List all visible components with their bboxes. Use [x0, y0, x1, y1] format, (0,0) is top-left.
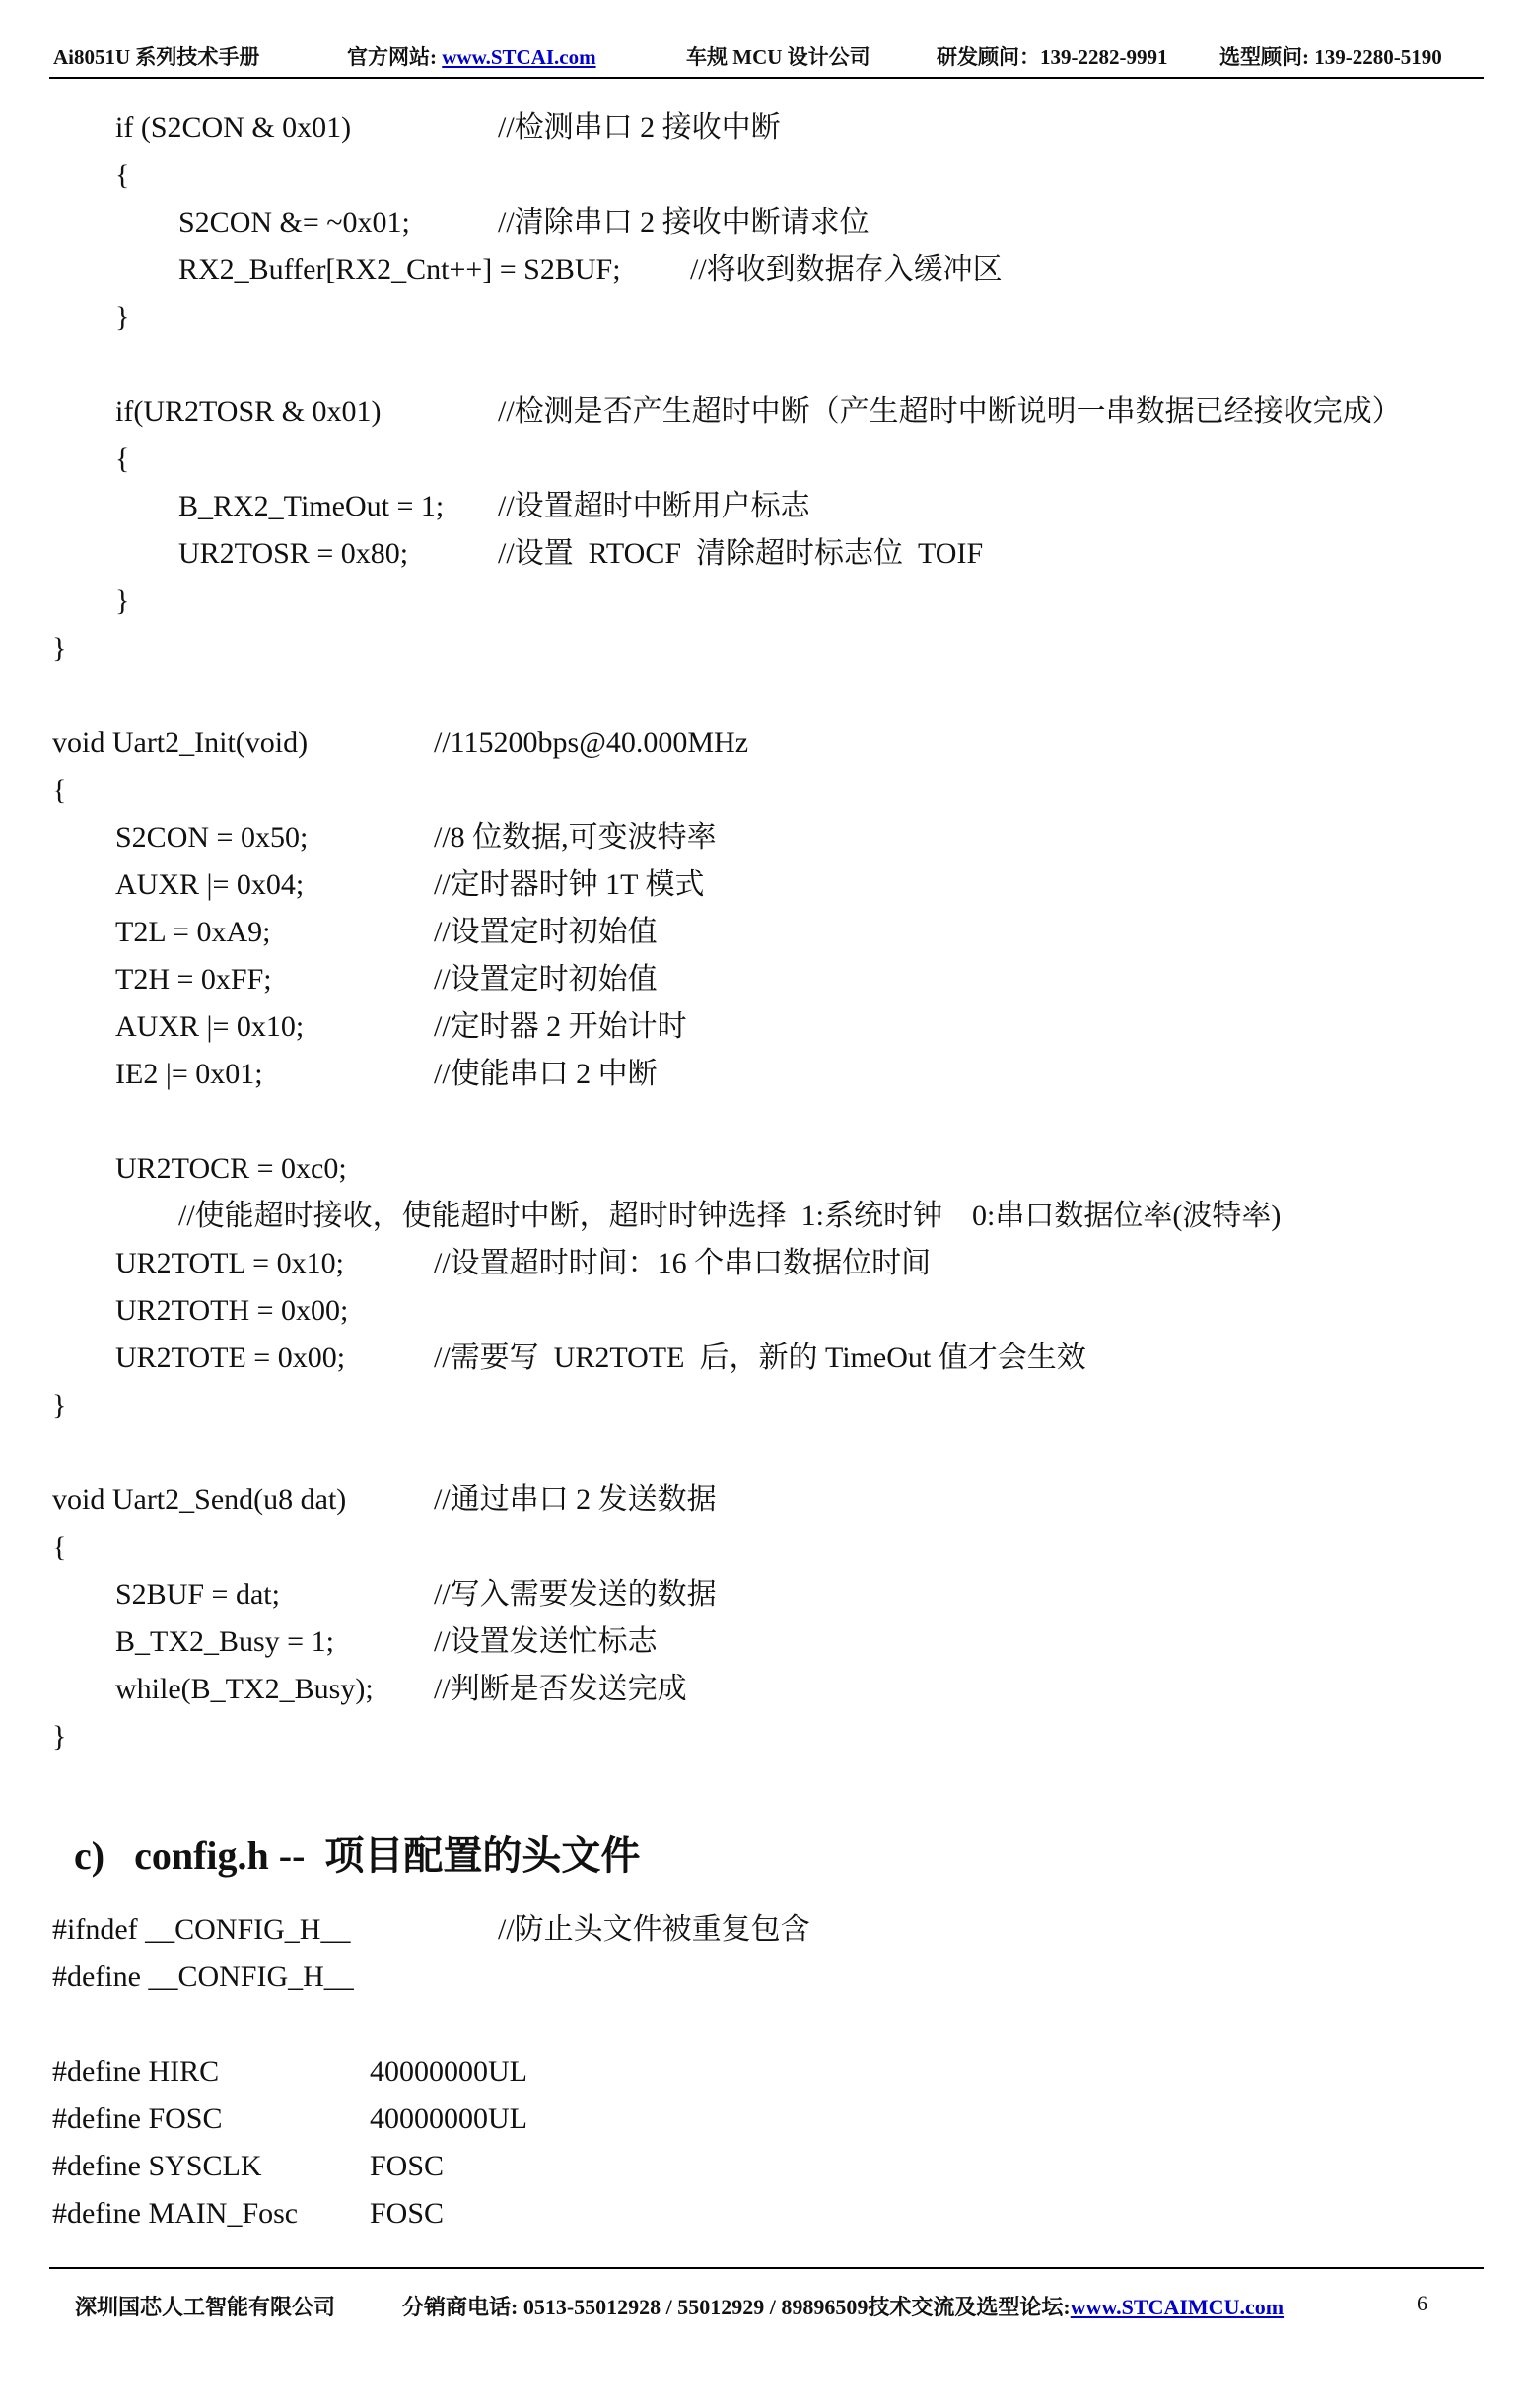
code-line: UR2TOTE = 0x00; [115, 1342, 346, 1374]
rd-consultant: 研发顾问：139-2282-9991 [937, 45, 1168, 69]
code-line: void Uart2_Send(u8 dat) [52, 1483, 347, 1516]
config-line: #define __CONFIG_H__ [52, 1961, 354, 1993]
code-line: B_RX2_TimeOut = 1; [178, 490, 445, 522]
code-line: if (S2CON & 0x01) [115, 111, 352, 144]
code-line: AUXR |= 0x04; [115, 868, 305, 901]
code-comment: //设置定时初始值 [434, 916, 658, 948]
code-line: T2L = 0xA9; [115, 916, 271, 948]
section-heading: c) config.h -- 项目配置的头文件 [74, 1833, 641, 1878]
code-line: UR2TOSR = 0x80; [178, 537, 409, 570]
code-comment: //检测是否产生超时中断（产生超时中断说明一串数据已经接收完成） [498, 395, 1402, 428]
code-line: S2CON &= ~0x01; [178, 206, 410, 239]
code-comment: //使能串口 2 中断 [434, 1058, 658, 1090]
code-line: { [52, 774, 67, 806]
code-comment: //需要写 UR2TOTE 后，新的 TimeOut 值才会生效 [434, 1342, 1086, 1374]
code-line: S2BUF = dat; [115, 1578, 280, 1611]
code-line: } [52, 1389, 67, 1421]
code-line: { [115, 443, 130, 475]
code-comment: //定时器 2 开始计时 [434, 1010, 687, 1043]
code-line: UR2TOTH = 0x00; [115, 1294, 349, 1327]
config-line: #define FOSC [52, 2102, 223, 2135]
code-comment: //设置 RTOCF 清除超时标志位 TOIF [498, 537, 984, 570]
page-header [49, 41, 1484, 79]
code-comment: //检测串口 2 接收中断 [498, 111, 781, 144]
code-line: { [52, 1531, 67, 1563]
official-site [347, 41, 596, 71]
code-line: B_TX2_Busy = 1; [115, 1625, 334, 1658]
code-comment: //通过串口 2 发送数据 [434, 1483, 717, 1516]
selection-consultant: 选型顾问: 139-2280-5190 [1219, 45, 1442, 69]
code-line: T2H = 0xFF; [115, 963, 272, 996]
code-comment: //设置超时时间：16 个串口数据位时间 [434, 1247, 932, 1279]
footer-phone [402, 2291, 1284, 2321]
code-line: //使能超时接收，使能超时中断，超时时钟选择 1:系统时钟 0:串口数据位率(波特率) [178, 1200, 1282, 1232]
code-comment: //115200bps@40.000MHz [434, 726, 749, 759]
code-comment: //写入需要发送的数据 [434, 1578, 717, 1611]
code-comment: //将收到数据存入缓冲区 [690, 253, 1003, 286]
code-line: AUXR |= 0x10; [115, 1010, 305, 1043]
config-value: FOSC [370, 2197, 445, 2230]
code-line: void Uart2_Init(void) [52, 726, 309, 759]
code-comment: //定时器时钟 1T 模式 [434, 868, 705, 901]
config-value: FOSC [370, 2150, 445, 2182]
code-line: } [115, 585, 130, 617]
code-line: } [52, 632, 67, 664]
code-comment: //判断是否发送完成 [434, 1673, 687, 1705]
company-tagline: 车规 MCU 设计公司 [686, 45, 870, 69]
code-line: S2CON = 0x50; [115, 821, 309, 854]
code-comment: //清除串口 2 接收中断请求位 [498, 206, 870, 239]
page-number: 6 [1417, 2291, 1427, 2315]
code-comment: //设置定时初始值 [434, 963, 658, 996]
code-line: } [115, 301, 130, 333]
manual-title: Ai8051U 系列技术手册 [53, 45, 260, 69]
config-line: #define HIRC [52, 2055, 220, 2088]
config-line: #ifndef __CONFIG_H__ [52, 1913, 351, 1946]
site-label: 官方网站: [347, 45, 443, 69]
footer-company: 深圳国芯人工智能有限公司 [75, 2295, 336, 2319]
config-value: 40000000UL [370, 2055, 527, 2088]
site-link[interactable]: www.STCAI.com [442, 45, 596, 69]
code-comment: //设置发送忙标志 [434, 1625, 658, 1658]
page-footer [49, 2267, 1484, 2319]
code-line: IE2 |= 0x01; [115, 1058, 263, 1090]
config-line: #define MAIN_Fosc [52, 2197, 299, 2230]
code-comment: //8 位数据,可变波特率 [434, 821, 717, 854]
code-comment: //设置超时中断用户标志 [498, 490, 810, 522]
code-line: } [52, 1720, 67, 1753]
config-line: #define SYSCLK [52, 2150, 262, 2182]
footer-phone-text: 分销商电话: 0513-55012928 / 55012929 / 89896509技术交流及选型论坛: [402, 2295, 1071, 2319]
config-value: //防止头文件被重复包含 [498, 1913, 810, 1946]
code-line: RX2_Buffer[RX2_Cnt++] = S2BUF; [178, 253, 621, 286]
code-line: UR2TOCR = 0xc0; [115, 1152, 347, 1185]
config-value: 40000000UL [370, 2102, 527, 2135]
code-line: { [115, 159, 130, 191]
forum-link[interactable]: www.STCAIMCU.com [1070, 2295, 1285, 2319]
code-line: if(UR2TOSR & 0x01) [115, 395, 382, 428]
code-line: while(B_TX2_Busy); [115, 1673, 374, 1705]
code-line: UR2TOTL = 0x10; [115, 1247, 344, 1279]
